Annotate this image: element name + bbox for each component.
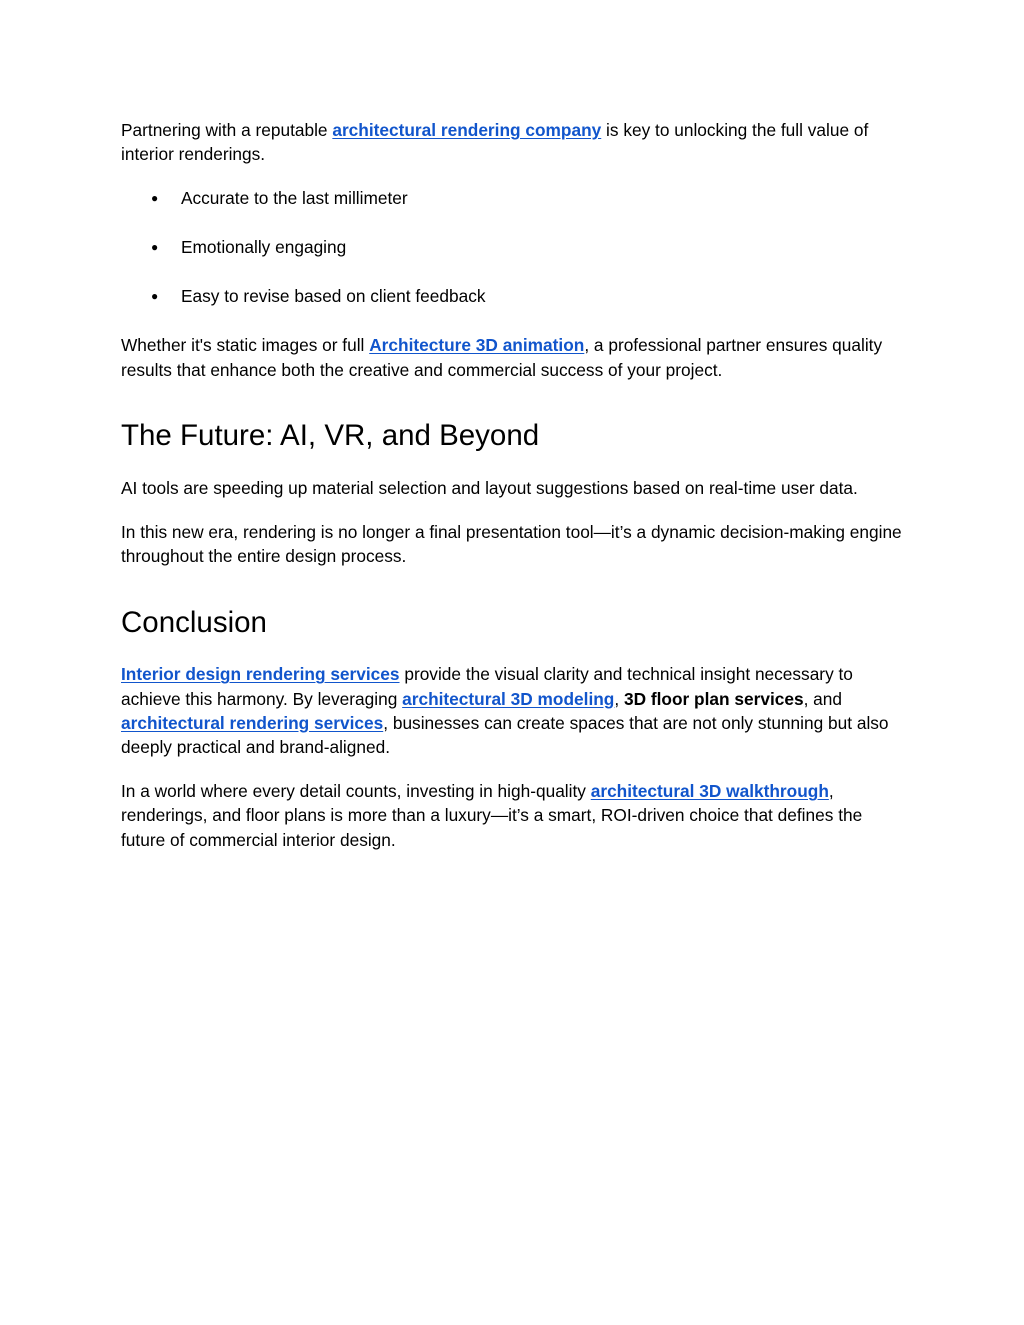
conclusion-heading: Conclusion xyxy=(121,606,267,640)
architectural-rendering-company-link[interactable]: architectural rendering company xyxy=(332,120,602,140)
conclusion-text-1: provide the visual clarity and technical insight necessary to achieve this harmony. By leveraging xyxy=(121,664,853,709)
conclusion-text-2: , xyxy=(614,688,624,709)
architectural-3d-modeling-link[interactable]: architectural 3D modeling xyxy=(402,688,615,709)
document-page xyxy=(121,118,903,872)
floor-plan-services-bold-text: 3D floor plan services xyxy=(623,688,804,709)
partner-paragraph xyxy=(121,333,903,381)
conclusion-paragraph xyxy=(121,662,903,759)
new-era-paragraph: In this new era, rendering is no longer a final presentation tool—it’s a dynamic decision-making engine throughout the entire design process. xyxy=(121,522,902,567)
conclusion-text-3: , and xyxy=(803,688,843,709)
architectural-3d-walkthrough-link[interactable]: architectural 3D walkthrough xyxy=(590,781,829,802)
list-item xyxy=(121,284,903,308)
feature-bullet-list xyxy=(121,186,903,308)
ai-tools-paragraph: AI tools are speeding up material selection and layout suggestions based on real-time user data. xyxy=(121,477,858,498)
bullet-icon: ● xyxy=(151,191,159,206)
architecture-3d-animation-link[interactable]: Architecture 3D animation xyxy=(369,335,585,356)
final-text-after: , renderings, and floor plans is more than a luxury—it’s a smart, ROI-driven choice that defines the future of commercial interior design. xyxy=(121,781,863,850)
intro-paragraph xyxy=(121,118,903,166)
interior-design-rendering-services-link[interactable]: Interior design rendering services xyxy=(121,664,400,685)
final-text-before: In a world where every detail counts, investing in high-quality xyxy=(121,781,591,802)
bullet-icon: ● xyxy=(151,289,159,304)
list-item xyxy=(121,235,903,259)
intro-text-after: is key to unlocking the full value of interior renderings. xyxy=(121,120,869,165)
architectural-rendering-services-link[interactable]: architectural rendering services xyxy=(121,712,384,733)
bullet-icon: ● xyxy=(151,240,159,255)
list-item-text: Accurate to the last millimeter xyxy=(181,188,408,209)
partner-text-before: Whether it's static images or full xyxy=(121,335,370,356)
final-paragraph xyxy=(121,779,903,852)
conclusion-text-4: , businesses can create spaces that are not only stunning but also deeply practical and brand-aligned. xyxy=(121,712,889,758)
intro-text-before: Partnering with a reputable xyxy=(121,120,333,140)
list-item-text: Emotionally engaging xyxy=(181,237,347,258)
list-item xyxy=(121,186,903,210)
partner-text-after: , a professional partner ensures quality results that enhance both the creative and commercial success of your project. xyxy=(121,335,883,380)
list-item-text: Easy to revise based on client feedback xyxy=(181,286,486,307)
future-heading: The Future: AI, VR, and Beyond xyxy=(121,418,540,452)
